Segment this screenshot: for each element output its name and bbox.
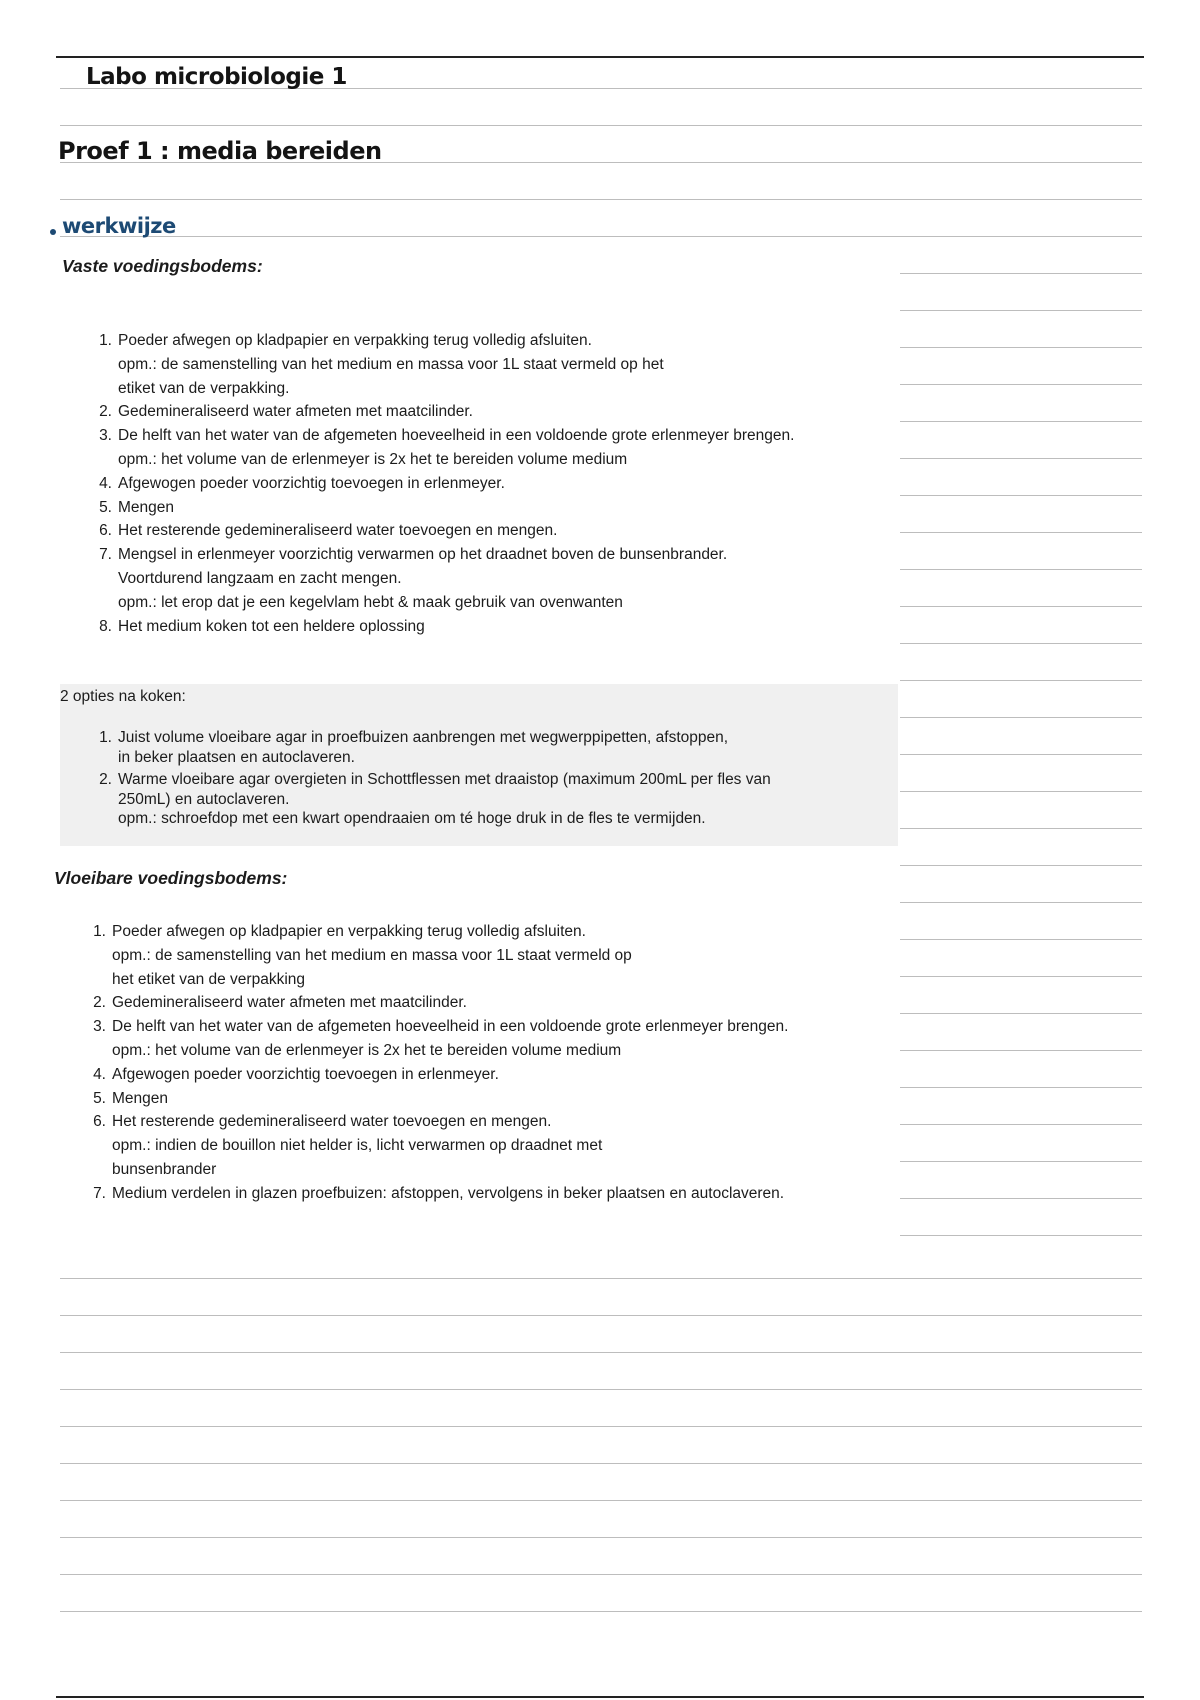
- margin-line: [900, 1198, 1142, 1199]
- ruled-line: [60, 1537, 1142, 1538]
- margin-line: [900, 606, 1142, 607]
- margin-line: [900, 939, 1142, 940]
- list-item: 4. Afgewogen poeder voorzichtig toevoegen in erlenmeyer.: [93, 1065, 499, 1083]
- margin-line: [900, 1087, 1142, 1088]
- margin-line: [900, 569, 1142, 570]
- ruled-line: [60, 1500, 1142, 1501]
- ruled-line: [60, 1426, 1142, 1427]
- options-heading: 2 opties na koken:: [60, 688, 186, 705]
- ruled-line: [60, 1315, 1142, 1316]
- margin-line: [900, 680, 1142, 681]
- ruled-line: [60, 236, 1142, 237]
- list-item: 2. Gedemineraliseerd water afmeten met maatcilinder.: [99, 403, 473, 421]
- margin-line: [900, 643, 1142, 644]
- ruled-line: [60, 199, 1142, 200]
- margin-line: [900, 1013, 1142, 1014]
- list-item: 8. Het medium koken tot een heldere oplossing: [99, 617, 425, 635]
- margin-line: [900, 1161, 1142, 1162]
- list-item: 1. Poeder afwegen op kladpapier en verpakking terug volledig afsluiten. opm.: de samenstelling van het medium en massa voor 1L staat vermeld op het etiket van de verpakking.: [99, 332, 664, 397]
- ruled-line: [60, 1574, 1142, 1575]
- bullet-dot: [50, 229, 56, 235]
- margin-line: [900, 791, 1142, 792]
- ruled-line: [60, 1278, 1142, 1279]
- solid-media-heading: Vaste voedingsbodems:: [62, 256, 263, 276]
- margin-line: [900, 273, 1142, 274]
- margin-line: [900, 865, 1142, 866]
- list-item: 3. De helft van het water van de afgemeten hoeveelheid in een voldoende grote erlenmeyer brengen. opm.: het volume van de erlenmeyer is 2x het te bereiden volume medium: [93, 1018, 789, 1059]
- ruled-line: [60, 1611, 1142, 1612]
- notes-title: Labo microbiologie 1: [86, 64, 347, 90]
- bottom-border-line: [56, 1696, 1144, 1698]
- ruled-line: [60, 1389, 1142, 1390]
- margin-line: [900, 458, 1142, 459]
- list-item: 1. Poeder afwegen op kladpapier en verpakking terug volledig afsluiten. opm.: de samenstelling van het medium en massa voor 1L staat vermeld op het etiket van de verpakking: [93, 923, 632, 988]
- list-item: 3. De helft van het water van de afgemeten hoeveelheid in een voldoende grote erlenmeyer brengen. opm.: het volume van de erlenmeyer is 2x het te bereiden volume medium: [99, 427, 795, 468]
- margin-line: [900, 1124, 1142, 1125]
- section-label: werkwijze: [62, 214, 176, 238]
- list-item: 1. Juist volume vloeibare agar in proefbuizen aanbrengen met wegwerppipetten, afstoppen, in beker plaatsen en autoclaveren.: [99, 729, 729, 766]
- margin-line: [900, 384, 1142, 385]
- list-item: 2. Gedemineraliseerd water afmeten met maatcilinder.: [93, 994, 467, 1012]
- list-item: 2. Warme vloeibare agar overgieten in Schottflessen met draaistop (maximum 200mL per fles van 250mL) en autoclaveren. opm.: schroefdop met een kwart opendraaien om té hoge druk in de fles te vermijden.: [99, 771, 771, 827]
- list-item: 5. Mengen: [93, 1089, 169, 1107]
- margin-line: [900, 754, 1142, 755]
- list-item: 5. Mengen: [99, 498, 175, 516]
- margin-line: [900, 976, 1142, 977]
- liquid-media-heading: Vloeibare voedingsbodems:: [54, 868, 288, 888]
- margin-line: [900, 717, 1142, 718]
- ruled-line: [60, 1352, 1142, 1353]
- margin-line: [900, 532, 1142, 533]
- top-border-line: [56, 56, 1144, 58]
- margin-line: [900, 310, 1142, 311]
- ruled-line: [60, 1463, 1142, 1464]
- liquid-media-steps: [93, 920, 789, 1206]
- margin-line: [900, 347, 1142, 348]
- solid-media-steps: [99, 329, 795, 638]
- margin-line: [900, 902, 1142, 903]
- margin-line: [900, 1050, 1142, 1051]
- list-item: 7. Medium verdelen in glazen proefbuizen: afstoppen, vervolgens in beker plaatsen en autoclaveren.: [93, 1184, 785, 1202]
- list-item: 4. Afgewogen poeder voorzichtig toevoegen in erlenmeyer.: [99, 474, 505, 492]
- options-list: [99, 728, 771, 829]
- margin-line: [900, 1235, 1142, 1236]
- margin-line: [900, 495, 1142, 496]
- notes-subtitle: Proef 1 : media bereiden: [58, 137, 382, 165]
- margin-line: [900, 421, 1142, 422]
- margin-line: [900, 828, 1142, 829]
- list-item: 6. Het resterende gedemineraliseerd water toevoegen en mengen. opm.: indien de bouillon niet helder is, licht verwarmen op draadnet met bunsenbrander: [93, 1113, 603, 1178]
- list-item: 6. Het resterende gedemineraliseerd water toevoegen en mengen.: [99, 522, 558, 540]
- list-item: 7. Mengsel in erlenmeyer voorzichtig verwarmen op het draadnet boven de bunsenbrander. Voortdurend langzaam en zacht mengen. opm.: let erop dat je een kegelvlam hebt & maak gebruik van ovenwanten: [99, 546, 728, 611]
- ruled-line: [60, 125, 1142, 126]
